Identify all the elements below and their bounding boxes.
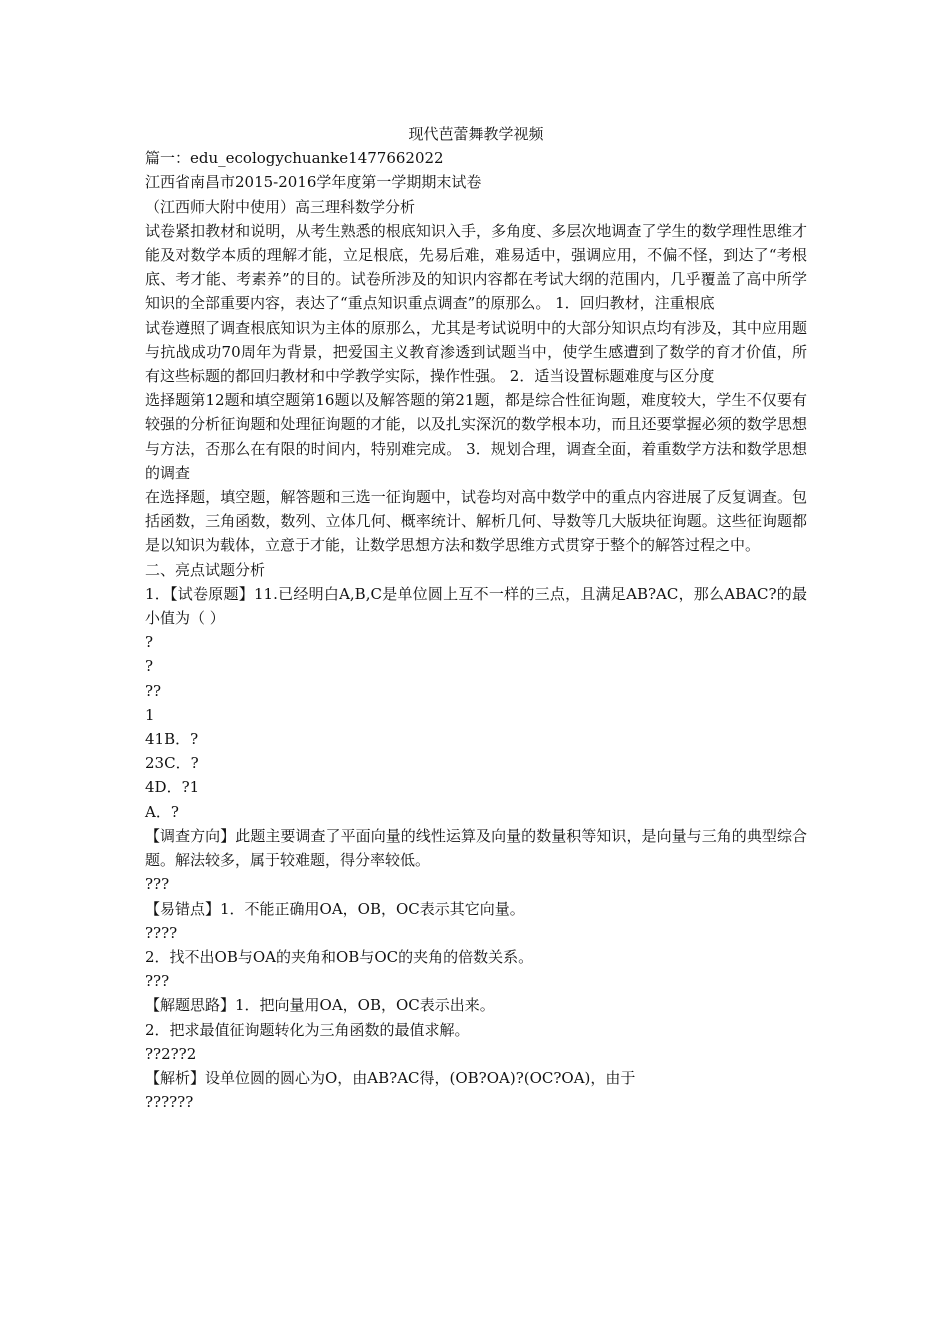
- text-line: ???: [145, 972, 170, 991]
- paragraph: 选择题第12题和填空题第16题以及解答题的第21题，都是综合性征询题，难度较大，学生不仅要有较强的分析征询题和处理征询题的才能，以及扎实深沉的数学根本功，而且还要掌握必须的数学思想与方法，否那么在有限的时间内，特别难完成。 3．规划合理，调查全面，着重数学方法和数学思想的调查: [145, 391, 807, 482]
- text-line: ???: [145, 875, 170, 894]
- document-body: [145, 122, 807, 1114]
- paragraph: 试卷遵照了调查根底知识为主体的原那么，尤其是考试说明中的大部分知识点均有涉及，其中应用题与抗战成功70周年为背景，把爱国主义教育渗透到试题当中，使学生感遭到了数学的育才价值，所有这些标题的都回归教材和中学教学实际，操作性强。 2．适当设置标题难度与区分度: [145, 318, 807, 386]
- paragraph: 在选择题，填空题，解答题和三选一征询题中，试卷均对高中数学中的重点内容进展了反复调查。包括函数，三角函数，数列、立体几何、概率统计、解析几何、导数等几大版块征询题。这些征询题都是以知识为载体，立意于才能，让数学思想方法和数学思维方式贯穿于整个的解答过程之中。: [145, 488, 807, 555]
- text-line: ??????: [145, 1093, 194, 1112]
- text-line: 2．找不出OB与OA的夹角和OB与OC的夹角的倍数关系。: [145, 947, 534, 966]
- text-line: 【解析】设单位圆的圆心为O，由AB?AC得，(OB?OA)?(OC?OA)，由于: [145, 1068, 636, 1087]
- text-line: ??: [145, 681, 162, 700]
- text-line: 【解题思路】1．把向量用OA，OB，OC表示出来。: [145, 996, 495, 1015]
- option-line: 4D．?1: [145, 778, 200, 797]
- text-line: ??2??2: [145, 1044, 197, 1063]
- text-line: 篇一：edu_ecologychuanke1477662022: [145, 149, 444, 168]
- paragraph: 【调查方向】此题主要调查了平面向量的线性运算及向量的数量积等知识，是向量与三角的典型综合题。解法较多，属于较难题，得分率较低。: [145, 826, 807, 870]
- text-line: 1: [145, 705, 155, 724]
- text-line: 2．把求最值征询题转化为三角函数的最值求解。: [145, 1020, 470, 1039]
- text-line: ????: [145, 923, 178, 942]
- option-line: 41B．?: [145, 730, 199, 749]
- option-line: A．?: [145, 802, 179, 821]
- text-line: 江西省南昌市2015-2016学年度第一学期期末试卷: [145, 173, 482, 192]
- text-line: ?: [145, 633, 154, 652]
- question-text: 1．【试卷原题】11.已经明白A,B,C是单位圆上互不一样的三点，且满足AB?AC，那么ABAC?的最小值为（ ）: [145, 584, 807, 628]
- section-heading: 二、亮点试题分析: [145, 560, 266, 579]
- text-line: ?: [145, 657, 154, 676]
- document-title: 现代芭蕾舞教学视频: [408, 125, 544, 143]
- text-line: 【易错点】1．不能正确用OA，OB，OC表示其它向量。: [145, 899, 525, 918]
- text-line: （江西师大附中使用）高三理科数学分析: [145, 197, 416, 216]
- option-line: 23C．?: [145, 754, 199, 773]
- paragraph: 试卷紧扣教材和说明，从考生熟悉的根底知识入手，多角度、多层次地调查了学生的数学理性思维才能及对数学本质的理解才能，立足根底，先易后难，难易适中，强调应用，不偏不怪，到达了“考根底、考才能、考素养”的目的。试卷所涉及的知识内容都在考试大纲的范围内，几乎覆盖了高中所学知识的全部重要内容，表达了“重点知识重点调查”的原那么。 1．回归教材，注重根底: [145, 221, 807, 313]
